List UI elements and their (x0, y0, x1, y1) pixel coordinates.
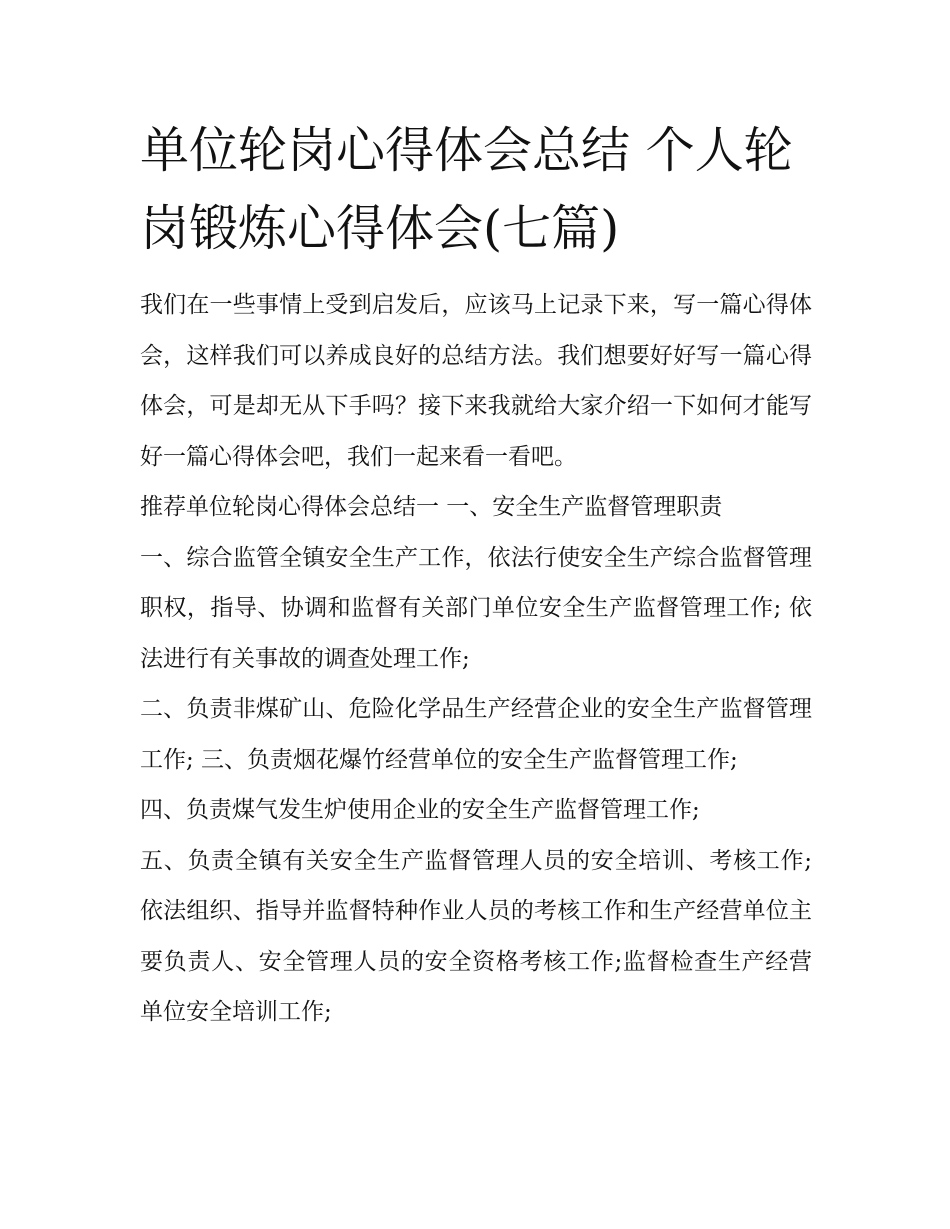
paragraph-intro: 我们在一些事情上受到启发后，应该马上记录下来，写一篇心得体会，这样我们可以养成良好的总结方法。我们想要好好写一篇心得体会，可是却无从下手吗？接下来我就给大家介绍一下如何才能写好一篇心得体会吧，我们一起来看一看吧。 (140, 292, 812, 470)
paragraph-section-heading: 推荐单位轮岗心得体会总结一 一、安全生产监督管理职责 (140, 494, 723, 520)
document-title: 单位轮岗心得体会总结 个人轮岗锻炼心得体会(七篇) (140, 122, 793, 257)
paragraph-item-2-3: 二、负责非煤矿山、危险化学品生产经营企业的安全生产监督管理工作; 三、负责烟花爆竹经营单位的安全生产监督管理工作; (140, 696, 812, 773)
paragraph-item-5: 五、负责全镇有关安全生产监督管理人员的安全培训、考核工作;依法组织、指导并监督特种作业人员的考核工作和生产经营单位主要负责人、安全管理人员的安全资格考核工作;监督检查生产经营单位安全培训工作; (140, 847, 812, 1025)
paragraph-item-4: 四、负责煤气发生炉使用企业的安全生产监督管理工作; (140, 797, 700, 823)
paragraph-item-1: 一、综合监管全镇安全生产工作，依法行使安全生产综合监督管理职权，指导、协调和监督有关部门单位安全生产监督管理工作; 依法进行有关事故的调查处理工作; (140, 544, 812, 672)
document-page (140, 112, 812, 1038)
